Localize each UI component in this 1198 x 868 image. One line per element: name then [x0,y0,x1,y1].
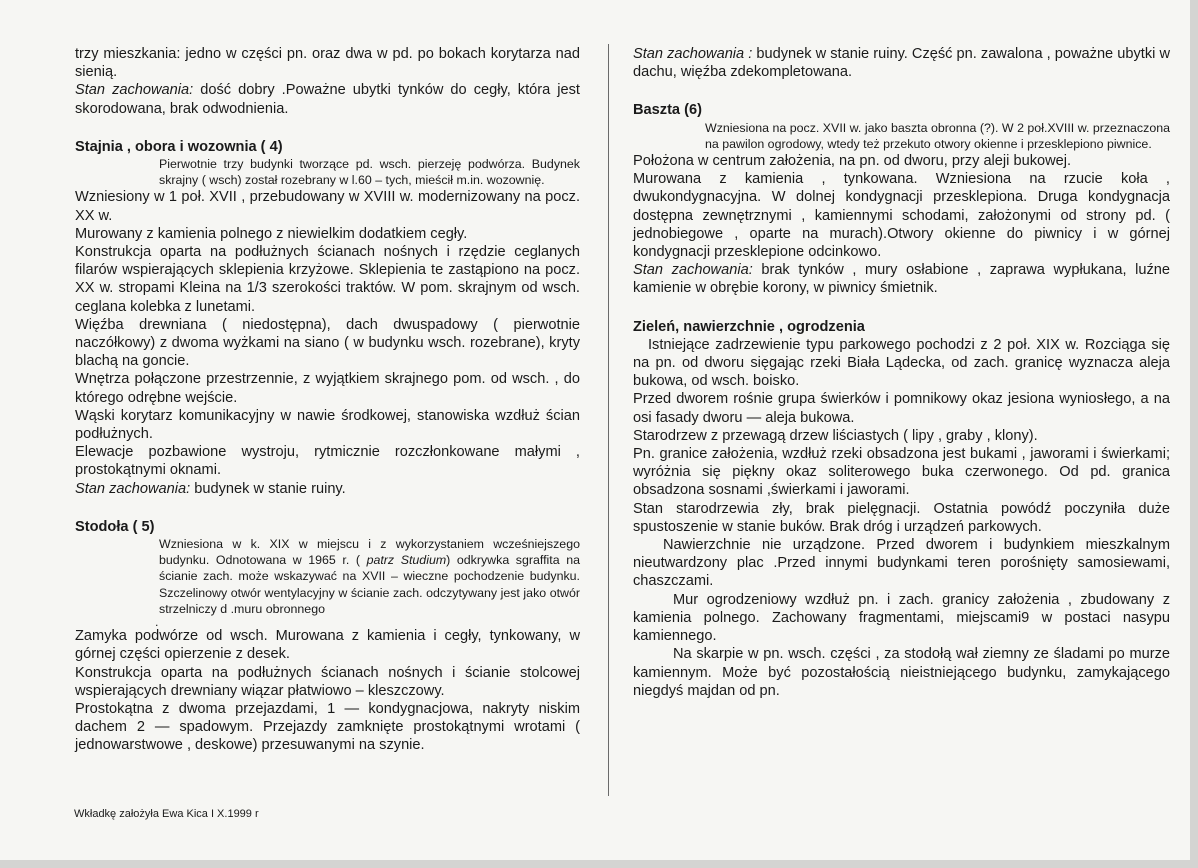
zielen-p1: Istniejące zadrzewienie typu parkowego pochodzi z 2 poł. XIX w. Rozciąga się na pn. od dworu sięgając rzeki Biała Lądecka, od zach. granicę wyznacza aleja bukowa, od wsch. boisko. [633,336,1170,390]
stajnia-p7: Elewacje pozbawione wystroju, rytmicznie rozczłonkowane małymi , prostokątnymi oknami. [75,444,580,479]
state-label: Stan zachowania: [75,82,194,99]
note-text-a: Wzniesiona w k. XIX w miejscu i z wykorzystaniem wcześniejszego budynku. Odnotowana w 1965 r. ( [159,537,580,568]
scan-edge-bottom [0,860,1198,868]
stodola-note-dot: . [155,615,159,630]
zielen-p2: Przed dworem rośnie grupa świerków i pomnikowy okaz jesiona wyniosłego, a na osi fasady dworu — aleja bukowa. [633,391,1170,426]
stajnia-p1: Wzniesiony w 1 poł. XVII , przebudowany w XVIII w. modernizowany na pocz. XX w. [75,189,580,224]
column-divider [608,44,609,796]
zielen-p8: Na skarpie w pn. wsch. części , za stodołą wał ziemny ze śladami po murze kamiennym. Może być pozostałością nieistniejącego budynku, zamykającego niegdyś majdan od pn. [633,646,1170,699]
stodola-p1: Zamyka podwórze od wsch. Murowana z kamienia i cegły, tynkowany, w górnej części opierzenie z desek. [75,628,580,663]
state-label: Stan zachowania: [75,480,191,497]
state-text: brak tynków , mury osłabione , zaprawa wypłukana, luźne kamienie w obrębie korony, w piwnicy śmietnik. [633,262,1170,297]
stodola-note [75,536,580,617]
note-italic: patrz Studium [366,553,447,568]
zielen-p5: Stan starodrzewia zły, brak pielęgnacji. Ostatnia powódź poczyniła duże spustoszenie w stanie buków. Brak dróg i urządzeń parkowych. [633,500,1170,535]
state-text: budynek w stanie ruiny. [190,480,346,497]
note-text-b: ) odkrywka sgraffita na ścianie zach. może wskazywać na XVII – wieczne pochodzenie budynku. Szczelinowy otwór wentylacyjny w ścianie zach. odczytywany jest jako otwór strzelniczy d .muru obronnego [159,553,581,616]
footer-note: Wkładkę założyła Ewa Kica I X.1999 r [74,808,259,820]
state-text: budynek w stanie ruiny. Część pn. zawalona , poważne ubytki w dachu, więźba zdekompletowana. [633,46,1170,81]
stajnia-state [75,480,580,498]
zielen-p4: Pn. granice założenia, wzdłuż rzeki obsadzona jest bukami , jaworami i świerkami; wyróżnia się piękny okaz soliterowego buka czerwonego. Od pd. granica obsadzona sosnami ,świerkami i jaworami. [633,446,1170,499]
right-column [633,45,1170,700]
intro-state [75,81,580,117]
stodola-p2: Konstrukcja oparta na podłużnych ścianach nośnych i ścianie stolcowej wspierających drewniany wiązar płatwiowo – kleszczowy. [75,664,580,699]
left-column [75,45,580,755]
stajnia-p6: Wąski korytarz komunikacyjny w nawie środkowej, stanowiska wzdłuż ścian podłużnych. [75,407,580,443]
intro-paragraph: trzy mieszkania: jedno w części pn. oraz dwa w pd. po bokach korytarza nad sienią. [75,46,580,81]
stodola-state [633,45,1170,81]
scan-edge-right [1190,0,1198,868]
stodola-p3: Prostokątna z dwoma przejazdami, 1 — kondygnacjowa, nakryty niskim dachem 2 — spadowym. Przejazdy zamknięte prostokątnymi wrotami ( jednowarstwowe , deskowe) przesuwanymi na szynie. [75,700,580,754]
baszta-state [633,261,1170,297]
state-label: Stan zachowania : [633,46,753,62]
state-text: dość dobry .Poważne ubytki tynków do cegły, która jest skorodowana, brak odwodnienia. [75,82,580,117]
stajnia-p2: Murowany z kamienia polnego z niewielkim dodatkiem cegły. [75,225,468,242]
zielen-heading: Zieleń, nawierzchnie , ogrodzenia [633,318,865,335]
state-label: Stan zachowania: [633,262,753,279]
baszta-p2: Murowana z kamienia , tynkowana. Wzniesiona na rzucie koła , dwukondygnacyjna. W dolnej kondygnacji przesklepiona. Druga kondygnacja dostępna zewnętrznymi , kamiennymi schodami, założonymi od strony pd. ( jednobiegowe , oparte na murach).Otwory okienne do piwnicy i w górnej kondygnacji przesklepione odcinkowo. [633,171,1170,261]
stodola-heading: Stodoła ( 5) [75,518,155,535]
zielen-p3: Starodrzew z przewagą drzew liściastych ( lipy , graby , klony). [633,427,1038,444]
stajnia-p4: Więźba drewniana ( niedostępna), dach dwuspadowy ( pierwotnie naczółkowy) z dwoma wyżkami na siano ( w budynku wsch. rozebrane), kryty blachą na goncie. [75,316,580,370]
stajnia-note: Pierwotnie trzy budynki tworzące pd. wsch. pierzeję podwórza. Budynek skrajny ( wsch) został rozebrany w l.60 – tych, mieścił m.in. wozownię. [159,157,580,188]
stajnia-p5: Wnętrza połączone przestrzennie, z wyjątkiem skrajnego pom. od wsch. , do którego odrębne wejście. [75,371,580,406]
baszta-p1: Położona w centrum założenia, na pn. od dworu, przy aleji bukowej. [633,153,1072,170]
stajnia-heading: Stajnia , obora i wozownia ( 4) [75,138,283,155]
baszta-note: Wzniesiona na pocz. XVII w. jako baszta obronna (?). W 2 poł.XVIII w. przeznaczona na pawilon ogrodowy, wtedy też przekuto otwory okienne i przesklepiono piwnice. [705,120,1170,151]
zielen-p7: Mur ogrodzeniowy wzdłuż pn. i zach. granicy założenia , zbudowany z kamienia polnego. Zachowany fragmentami, miejscami9 w postaci nasypu kamiennego. [633,591,1170,645]
stajnia-p3: Konstrukcja oparta na podłużnych ścianach nośnych i rzędzie ceglanych filarów wspierających sklepienia krzyżowe. Sklepienia te zastąpiono na pocz. XX w. stropami Kleina na 1/3 szerokości traktów. W pom. skrajnym od wsch. ceglana kolebka z lunetami. [75,244,580,315]
baszta-heading: Baszta (6) [633,102,702,119]
zielen-p6: Nawierzchnie nie urządzone. Przed dworem i budynkiem mieszkalnym nieutwardzony plac .Przed innymi budynkami teren porośnięty samosiewami, chaszczami. [633,537,1170,590]
